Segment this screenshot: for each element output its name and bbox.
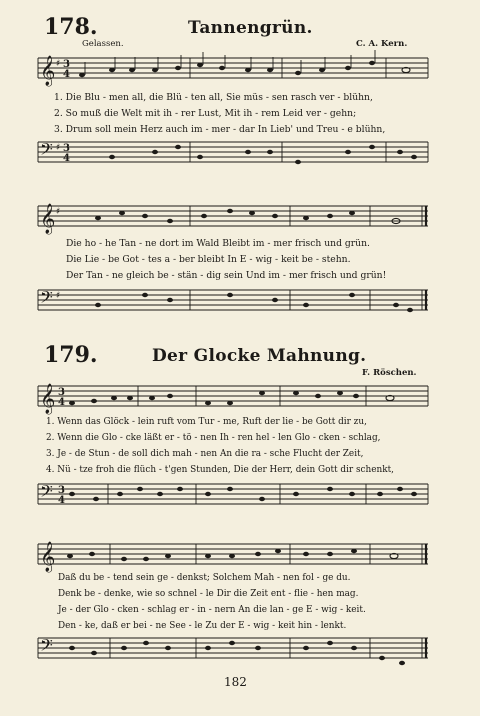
hymn-title: Der Glocke Mahnung. [152, 346, 367, 366]
lyric-line: 4. Nü - tze froh die flüch - t'gen Stunden, Die der Herr, dein Gott dir schenkt, [46, 465, 394, 475]
svg-text:3: 3 [63, 143, 70, 154]
svg-text:𝄞: 𝄞 [40, 204, 56, 234]
svg-text:♯: ♯ [56, 291, 61, 301]
lyric-line: 1. Wenn das Glöck - lein ruft vom Tur - me, Ruft der lie - be Gott dir zu, [46, 417, 367, 427]
svg-text:3: 3 [58, 485, 65, 496]
lyric-line: 3. Drum soll mein Herz auch im - mer - dar In Lieb' und Treu - e blühn, [54, 124, 386, 135]
composer-credit: C. A. Kern. [356, 39, 408, 49]
svg-text:♯: ♯ [56, 143, 61, 153]
lyric-line: 1. Die Blu - men all, die Blü - ten all, Sie müs - sen rasch ver - blühn, [54, 92, 373, 103]
verse-lyrics [46, 414, 394, 478]
verse-lyrics [66, 236, 386, 284]
lyric-line: Den - ke, daß er bei - ne See - le Zu der E - wig - keit hin - lenkt. [58, 621, 347, 631]
svg-text:𝄢: 𝄢 [40, 481, 53, 505]
verse-lyrics [54, 90, 385, 138]
music-staff-bass [0, 630, 480, 670]
tempo-marking: Gelassen. [82, 39, 124, 49]
lyric-line: 2. So muß die Welt mit ih - rer Lust, Mit ih - rem Leid ver - gehn; [54, 108, 357, 119]
svg-text:4: 4 [58, 397, 65, 408]
svg-text:𝄢: 𝄢 [40, 139, 53, 163]
music-staff-bass [0, 134, 480, 174]
hymn-number: 179. [44, 342, 98, 368]
lyric-line: Daß du be - tend sein ge - denkst; Solchem Mah - nen fol - ge du. [58, 573, 351, 583]
svg-text:𝄞: 𝄞 [40, 384, 56, 414]
svg-text:4: 4 [58, 495, 65, 506]
lyric-line: Denk be - denke, wie so schnel - le Dir die Zeit ent - flie - hen mag. [58, 589, 359, 599]
lyric-line: Je - der Glo - cken - schlag er - in - nern An die lan - ge E - wig - keit. [58, 605, 366, 615]
music-staff-bass [0, 282, 480, 322]
page-number: 182 [224, 675, 247, 689]
svg-text:4: 4 [63, 153, 70, 164]
hymn-number: 178. [44, 14, 98, 40]
svg-text:𝄢: 𝄢 [40, 635, 53, 659]
lyric-line: 2. Wenn die Glo - cke läßt er - tö - nen Ih - ren hel - len Glo - cken - schlag, [46, 433, 381, 443]
lyric-line: 3. Je - de Stun - de soll dich mah - nen An die ra - sche Flucht der Zeit, [46, 449, 364, 459]
composer-credit: F. Röschen. [362, 368, 417, 378]
svg-text:3: 3 [58, 387, 65, 398]
svg-text:♯: ♯ [56, 59, 61, 69]
music-staff-treble [0, 48, 480, 92]
svg-text:3: 3 [63, 59, 70, 70]
music-staff-bass [0, 476, 480, 516]
svg-text:𝄞: 𝄞 [40, 542, 56, 572]
music-staff-treble [0, 196, 480, 240]
verse-lyrics [58, 570, 366, 634]
lyric-line: Der Tan - ne gleich be - stän - dig sein Und im - mer frisch und grün! [66, 270, 387, 281]
svg-text:𝄢: 𝄢 [40, 287, 53, 311]
lyric-line: Die Lie - be Got - tes a - ber bleibt In E - wig - keit be - stehn. [66, 254, 351, 265]
svg-text:4: 4 [63, 69, 70, 80]
lyric-line: Die ho - he Tan - ne dort im Wald Bleibt im - mer frisch und grün. [66, 238, 370, 249]
svg-text:𝄞: 𝄞 [40, 56, 56, 86]
svg-text:♯: ♯ [56, 207, 61, 217]
hymn-title: Tannengrün. [188, 18, 313, 38]
